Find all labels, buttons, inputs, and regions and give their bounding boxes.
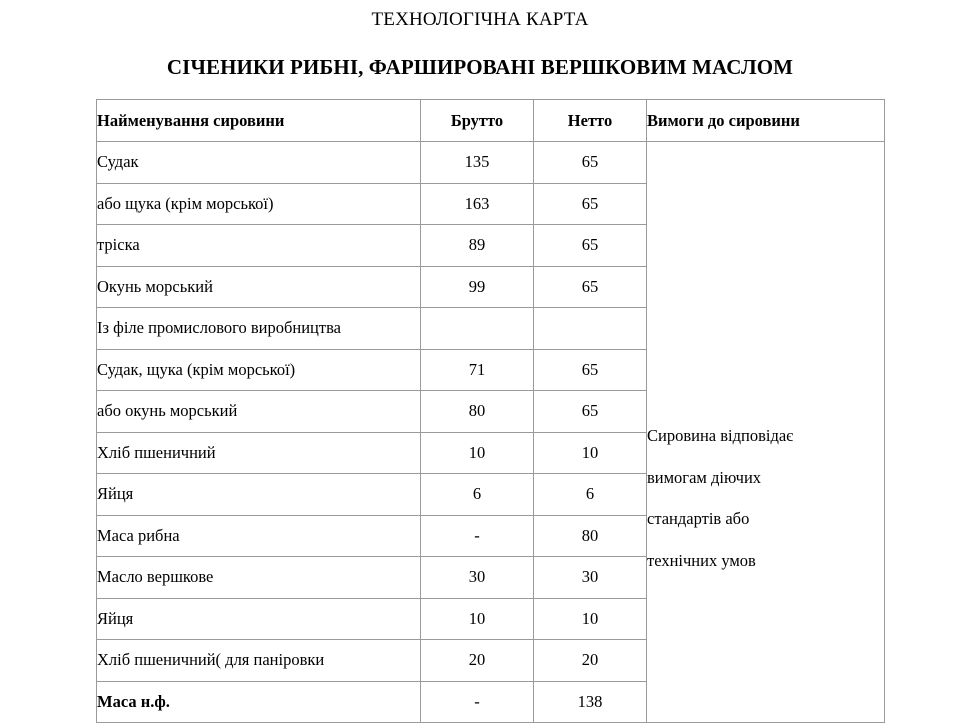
requirements-text-block [647,283,884,581]
cell-ingredient-name: або окунь морський [97,391,421,433]
cell-gross-weight: 80 [421,391,534,433]
cell-gross-weight: - [421,681,534,723]
cell-ingredient-name: Із філе промислового виробництва [97,308,421,350]
ingredients-table [96,99,885,723]
cell-ingredient-name: Масло вершкове [97,557,421,599]
page-title-sub: СІЧЕНИКИ РИБНІ, ФАРШИРОВАНІ ВЕРШКОВИМ МАСЛОМ [166,55,794,79]
cell-ingredient-name: або щука (крім морської) [97,183,421,225]
cell-gross-weight [421,308,534,350]
table-row [97,142,885,184]
page-title-main: ТЕХНОЛОГІЧНА КАРТА [371,9,589,30]
cell-net-weight: 65 [534,266,647,308]
cell-gross-weight: 89 [421,225,534,267]
cell-ingredient-name: Судак [97,142,421,184]
table-header [97,100,885,142]
cell-ingredient-name: Окунь морський [97,266,421,308]
requirements-line: технічних умов [647,550,756,570]
cell-net-weight: 65 [534,225,647,267]
cell-net-weight: 65 [534,349,647,391]
column-header-name: Найменування сировини [97,100,421,142]
column-header-net: Нетто [534,100,647,142]
cell-gross-weight: 10 [421,598,534,640]
column-header-gross: Брутто [421,100,534,142]
cell-gross-weight: 6 [421,474,534,516]
cell-net-weight: 65 [534,142,647,184]
cell-ingredient-name: тріска [97,225,421,267]
cell-gross-weight: 99 [421,266,534,308]
cell-gross-weight: 71 [421,349,534,391]
cell-ingredient-name: Маса рибна [97,515,421,557]
cell-ingredient-name: Маса н.ф. [97,681,421,723]
cell-gross-weight: 135 [421,142,534,184]
cell-net-weight: 30 [534,557,647,599]
technological-card-table-wrapper [96,99,884,723]
cell-ingredient-name: Судак, щука (крім морської) [97,349,421,391]
cell-gross-weight: - [421,515,534,557]
column-header-requirements: Вимоги до сировини [647,100,885,142]
cell-net-weight: 6 [534,474,647,516]
cell-net-weight: 65 [534,391,647,433]
cell-net-weight: 20 [534,640,647,682]
requirements-line: стандартів або [647,509,750,528]
table-body [97,142,885,723]
cell-net-weight: 80 [534,515,647,557]
cell-ingredient-name: Яйця [97,474,421,516]
requirements-line: вимогам діючих [647,467,762,487]
cell-net-weight: 138 [534,681,647,723]
cell-ingredient-name: Хліб пшеничний [97,432,421,474]
cell-net-weight: 10 [534,598,647,640]
cell-net-weight: 10 [534,432,647,474]
cell-gross-weight: 30 [421,557,534,599]
cell-ingredient-name: Яйця [97,598,421,640]
cell-net-weight [534,308,647,350]
table-header-row [97,100,885,142]
cell-raw-material-requirements [647,142,885,723]
cell-gross-weight: 163 [421,183,534,225]
requirements-line: Сировина відповідає [647,426,794,445]
cell-gross-weight: 10 [421,432,534,474]
cell-ingredient-name: Хліб пшеничний( для паніровки [97,640,421,682]
cell-net-weight: 65 [534,183,647,225]
cell-gross-weight: 20 [421,640,534,682]
